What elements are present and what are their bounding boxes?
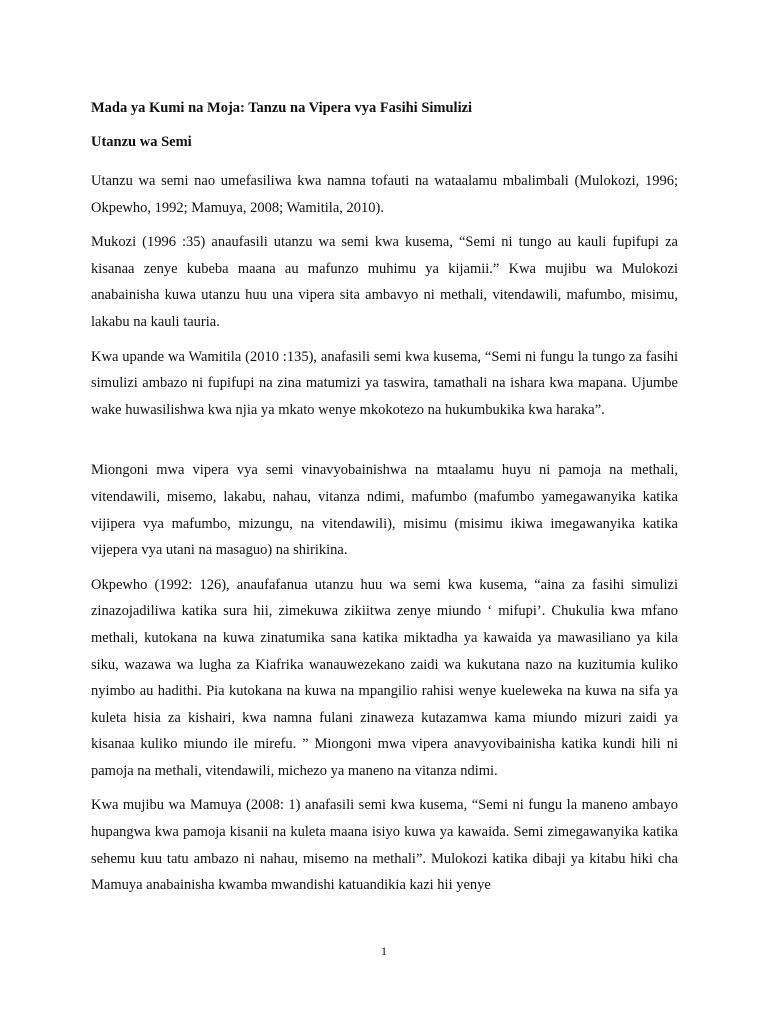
paragraph-okpewho: Okpewho (1992: 126), anaufafanua utanzu huu wa semi kwa kusema, “aina za fasihi simulizi zinazojadiliwa katika sura hii, zimekuwa zikiitwa zenye miundo ‘ mifupi’. Chukulia kwa mfano methali, kutokana na kuwa zinatumika sana katika miktadha ya kawaida ya mawasiliano ya kila siku, wazawa wa lugha za Kiafrika wanauwezekano zaidi wa kukutana nazo na kuzitumia kuliko nyimbo au hadithi. Pia kutokana na kuwa na mpangilio rahisi wenye kueleweka na kuwa na sifa ya kuleta hisia za kishairi, kwa namna fulani zinaweza kutazamwa kama miundo mizuri zaidi ya kisanaa kuliko miundo ile mirefu. ” Miongoni mwa vipera anavyovibainisha katika kundi hili ni pamoja na methali, vitendawili, michezo ya maneno na vitanza ndimi. xyxy=(91,576,678,779)
chapter-title: Mada ya Kumi na Moja: Tanzu na Vipera vya Fasihi Simulizi xyxy=(91,100,473,116)
paragraph-mukozi: Mukozi (1996 :35) anaufasili utanzu wa semi kwa kusema, “Semi ni tungo au kauli fupifupi za kisanaa zenye kubeba maana au mafunzo muhimu ya kijamii.” Kwa mujibu wa Mulokozi anabainisha kuwa utanzu huu una vipera sita ambavyo ni methali, vitendawili, mafumbo, misimu, lakabu na kauli tauria. xyxy=(91,234,678,330)
section-heading: Utanzu wa Semi xyxy=(91,134,192,150)
paragraph-vipera-list: Miongoni mwa vipera vya semi vinavyobainishwa na mtaalamu huyu ni pamoja na methali, vitendawili, misemo, lakabu, nahau, vitanza ndimi, mafumbo (mafumbo yamegawanyika katika vijipera vya mafumbo, mizungu, na vitendawili), misimu (misimu ikiwa imegawanyika katika vijepera vya utani na masaguo) na shirikina. xyxy=(91,462,678,559)
page-number: 1 xyxy=(381,944,387,958)
page-content xyxy=(91,98,678,907)
paragraph-mamuya: Kwa mujibu wa Mamuya (2008: 1) anafasili semi kwa kusema, “Semi ni fungu la maneno ambayo hupangwa kwa pamoja kisanii na kuleta maana isiyo kuwa ya kawaida. Semi zimegawanyika katika sehemu kuu tatu ambazo ni nahau, misemo na methali”. Mulokozi katika dibaji ya kitabu hiki cha Mamuya anabainisha kwamba mwandishi katuandikia kazi hii yenye xyxy=(91,797,678,894)
paragraph-definition-intro: Utanzu wa semi nao umefasiliwa kwa namna tofauti na wataalamu mbalimbali (Mulokozi, 1996; Okpewho, 1992; Mamuya, 2008; Wamitila, 2010). xyxy=(91,173,678,216)
paragraph-wamitila: Kwa upande wa Wamitila (2010 :135), anafasili semi kwa kusema, “Semi ni fungu la tungo za fasihi simulizi ambazo ni fupifupi na zina matumizi ya taswira, tamathali na ishara kwa mapana. Ujumbe wake huwasilishwa kwa njia ya mkato wenye mkokotezo na hukumbukika kwa haraka”. xyxy=(91,348,678,418)
